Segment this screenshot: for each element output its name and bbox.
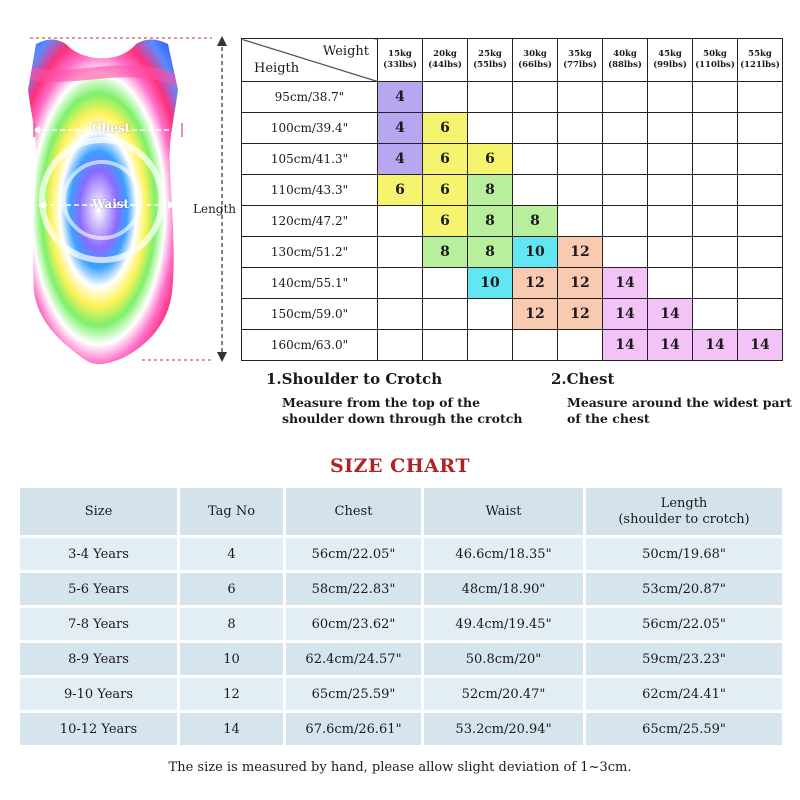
weight-col-header: 35kg (77lbs) xyxy=(558,39,603,82)
size-table-header-row xyxy=(20,488,782,538)
empty-cell xyxy=(603,175,648,206)
size-cell: 4 xyxy=(378,82,423,113)
empty-cell xyxy=(738,299,783,330)
empty-cell xyxy=(738,268,783,299)
empty-cell xyxy=(693,113,738,144)
empty-cell xyxy=(468,299,513,330)
size-cell: 14 xyxy=(738,330,783,361)
empty-cell xyxy=(513,144,558,175)
size-cell: 6 xyxy=(423,144,468,175)
cell-size: 10-12 Years xyxy=(20,713,180,748)
cell-chest: 65cm/25.59" xyxy=(286,678,424,713)
size-cell: 14 xyxy=(648,299,693,330)
chest-label: Chest xyxy=(92,121,131,135)
footer-note: The size is measured by hand, please allow slight deviation of 1~3cm. xyxy=(168,760,632,775)
height-header: Heigth xyxy=(254,61,300,76)
shoulder-note-line1: Measure from the top of the xyxy=(282,395,481,410)
empty-cell xyxy=(468,330,513,361)
table-row xyxy=(20,713,782,748)
grid-row xyxy=(242,206,783,237)
cell-size: 8-9 Years xyxy=(20,643,180,678)
empty-cell xyxy=(513,82,558,113)
weight-header: Weight xyxy=(322,44,369,59)
empty-cell xyxy=(693,268,738,299)
header-size: Size xyxy=(20,488,180,538)
empty-cell xyxy=(513,330,558,361)
size-cell: 6 xyxy=(423,206,468,237)
empty-cell xyxy=(648,268,693,299)
empty-cell xyxy=(603,206,648,237)
empty-cell xyxy=(423,330,468,361)
size-cell: 12 xyxy=(513,268,558,299)
size-cell: 8 xyxy=(423,237,468,268)
height-row-label: 105cm/41.3" xyxy=(242,144,378,175)
size-cell: 8 xyxy=(468,237,513,268)
empty-cell xyxy=(378,330,423,361)
empty-cell xyxy=(513,175,558,206)
grid-row xyxy=(242,299,783,330)
cell-length: 59cm/23.23" xyxy=(586,643,782,678)
empty-cell xyxy=(648,113,693,144)
grid-row xyxy=(242,113,783,144)
cell-size: 9-10 Years xyxy=(20,678,180,713)
size-cell: 14 xyxy=(603,330,648,361)
empty-cell xyxy=(693,237,738,268)
grid-row xyxy=(242,144,783,175)
waist-label: Waist xyxy=(92,197,130,211)
size-chart-title: SIZE CHART xyxy=(330,455,470,477)
size-cell: 6 xyxy=(468,144,513,175)
size-cell: 8 xyxy=(468,175,513,206)
weight-height-grid xyxy=(241,38,783,361)
cell-length: 65cm/25.59" xyxy=(586,713,782,748)
header-waist: Waist xyxy=(424,488,586,538)
cell-chest: 67.6cm/26.61" xyxy=(286,713,424,748)
size-cell: 4 xyxy=(378,113,423,144)
cell-waist: 52cm/20.47" xyxy=(424,678,586,713)
cell-waist: 50.8cm/20" xyxy=(424,643,586,678)
size-cell: 14 xyxy=(648,330,693,361)
grid-row xyxy=(242,330,783,361)
empty-cell xyxy=(738,144,783,175)
cell-length: 56cm/22.05" xyxy=(586,608,782,643)
weight-col-header: 50kg (110lbs) xyxy=(693,39,738,82)
table-row xyxy=(20,538,782,573)
shoulder-note-line2: shoulder down through the crotch xyxy=(282,411,523,426)
empty-cell xyxy=(468,113,513,144)
cell-length: 62cm/24.41" xyxy=(586,678,782,713)
empty-cell xyxy=(648,206,693,237)
chest-note-title: 2.Chest xyxy=(551,370,615,388)
empty-cell xyxy=(693,144,738,175)
shoulder-note-title: 1.Shoulder to Crotch xyxy=(266,370,443,388)
empty-cell xyxy=(693,82,738,113)
size-cell: 6 xyxy=(378,175,423,206)
cell-tag: 8 xyxy=(180,608,286,643)
size-cell: 4 xyxy=(378,144,423,175)
height-row-label: 95cm/38.7" xyxy=(242,82,378,113)
weight-col-header: 15kg (33lbs) xyxy=(378,39,423,82)
weight-col-header: 40kg (88lbs) xyxy=(603,39,648,82)
cell-chest: 62.4cm/24.57" xyxy=(286,643,424,678)
header-length: Length (shoulder to crotch) xyxy=(586,488,782,538)
leotard-illustration xyxy=(22,30,242,375)
cell-chest: 60cm/23.62" xyxy=(286,608,424,643)
size-cell: 6 xyxy=(423,113,468,144)
grid-row xyxy=(242,237,783,268)
cell-length: 53cm/20.87" xyxy=(586,573,782,608)
size-cell: 10 xyxy=(513,237,558,268)
empty-cell xyxy=(738,237,783,268)
empty-cell xyxy=(423,268,468,299)
chest-note-line1: Measure around the widest part xyxy=(567,395,792,410)
height-row-label: 120cm/47.2" xyxy=(242,206,378,237)
header-tag-no: Tag No xyxy=(180,488,286,538)
height-row-label: 150cm/59.0" xyxy=(242,299,378,330)
empty-cell xyxy=(603,82,648,113)
grid-row xyxy=(242,268,783,299)
size-cell: 14 xyxy=(603,299,648,330)
empty-cell xyxy=(423,82,468,113)
table-row xyxy=(20,608,782,643)
weight-col-header: 45kg (99lbs) xyxy=(648,39,693,82)
empty-cell xyxy=(603,113,648,144)
empty-cell xyxy=(378,206,423,237)
empty-cell xyxy=(513,113,558,144)
empty-cell xyxy=(738,175,783,206)
empty-cell xyxy=(468,82,513,113)
size-chart-table xyxy=(20,488,782,748)
size-cell: 8 xyxy=(513,206,558,237)
empty-cell xyxy=(603,237,648,268)
cell-chest: 56cm/22.05" xyxy=(286,538,424,573)
header-chest: Chest xyxy=(286,488,424,538)
empty-cell xyxy=(603,144,648,175)
empty-cell xyxy=(693,175,738,206)
size-cell: 12 xyxy=(558,268,603,299)
cell-waist: 46.6cm/18.35" xyxy=(424,538,586,573)
length-label: Length xyxy=(193,202,237,216)
size-cell: 14 xyxy=(603,268,648,299)
grid-row xyxy=(242,175,783,206)
cell-tag: 14 xyxy=(180,713,286,748)
size-cell: 10 xyxy=(468,268,513,299)
empty-cell xyxy=(738,113,783,144)
empty-cell xyxy=(648,144,693,175)
cell-waist: 49.4cm/19.45" xyxy=(424,608,586,643)
height-row-label: 110cm/43.3" xyxy=(242,175,378,206)
cell-tag: 4 xyxy=(180,538,286,573)
grid-row xyxy=(242,82,783,113)
cell-tag: 10 xyxy=(180,643,286,678)
grid-corner-header xyxy=(242,39,378,82)
empty-cell xyxy=(693,299,738,330)
cell-size: 7-8 Years xyxy=(20,608,180,643)
cell-waist: 53.2cm/20.94" xyxy=(424,713,586,748)
empty-cell xyxy=(558,144,603,175)
empty-cell xyxy=(378,237,423,268)
cell-waist: 48cm/18.90" xyxy=(424,573,586,608)
empty-cell xyxy=(378,268,423,299)
cell-chest: 58cm/22.83" xyxy=(286,573,424,608)
empty-cell xyxy=(738,206,783,237)
empty-cell xyxy=(693,206,738,237)
empty-cell xyxy=(648,237,693,268)
size-cell: 8 xyxy=(468,206,513,237)
chest-note-line2: of the chest xyxy=(567,411,650,426)
size-cell: 12 xyxy=(558,299,603,330)
height-row-label: 100cm/39.4" xyxy=(242,113,378,144)
empty-cell xyxy=(378,299,423,330)
empty-cell xyxy=(738,82,783,113)
empty-cell xyxy=(648,175,693,206)
cell-size: 3-4 Years xyxy=(20,538,180,573)
weight-col-header: 25kg (55lbs) xyxy=(468,39,513,82)
cell-tag: 12 xyxy=(180,678,286,713)
height-row-label: 160cm/63.0" xyxy=(242,330,378,361)
table-row xyxy=(20,573,782,608)
table-row xyxy=(20,678,782,713)
empty-cell xyxy=(558,175,603,206)
empty-cell xyxy=(558,113,603,144)
cell-tag: 6 xyxy=(180,573,286,608)
size-cell: 14 xyxy=(693,330,738,361)
empty-cell xyxy=(558,330,603,361)
cell-size: 5-6 Years xyxy=(20,573,180,608)
empty-cell xyxy=(423,299,468,330)
size-cell: 6 xyxy=(423,175,468,206)
weight-col-header: 30kg (66lbs) xyxy=(513,39,558,82)
empty-cell xyxy=(648,82,693,113)
height-row-label: 140cm/55.1" xyxy=(242,268,378,299)
cell-length: 50cm/19.68" xyxy=(586,538,782,573)
empty-cell xyxy=(558,206,603,237)
table-row xyxy=(20,643,782,678)
size-cell: 12 xyxy=(558,237,603,268)
weight-col-header: 55kg (121lbs) xyxy=(738,39,783,82)
height-row-label: 130cm/51.2" xyxy=(242,237,378,268)
weight-col-header: 20kg (44lbs) xyxy=(423,39,468,82)
size-cell: 12 xyxy=(513,299,558,330)
empty-cell xyxy=(558,82,603,113)
grid-header-row xyxy=(242,39,783,82)
